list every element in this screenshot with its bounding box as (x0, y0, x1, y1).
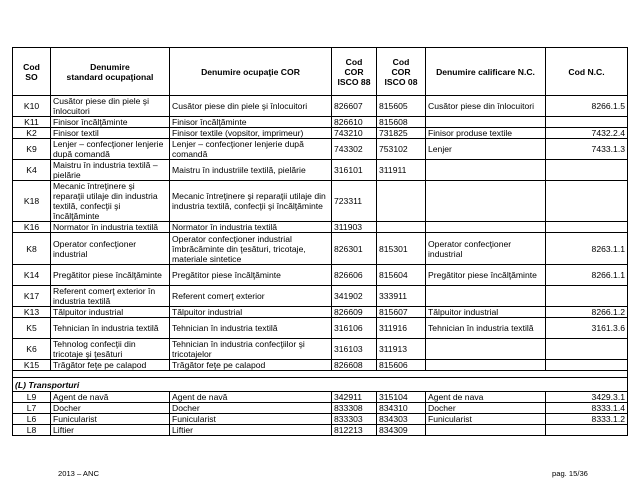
cod-so-cell: K8 (13, 233, 51, 265)
standard-name-cell: Tehnician în industria textilă (51, 318, 170, 339)
cod-cor-cell: 743302 (332, 139, 377, 160)
cod-so-cell: L8 (13, 425, 51, 436)
table-row (13, 233, 628, 265)
cod-so-cell: K9 (13, 139, 51, 160)
qualification-name-cell: Cusător piese din înlocuitori (426, 96, 546, 117)
cod-so-cell: L9 (13, 392, 51, 403)
cod-so-cell: K6 (13, 339, 51, 360)
qualification-name-cell: Lenjer (426, 139, 546, 160)
qualification-code-cell (546, 160, 628, 181)
cod-cor-cell: 743210 (332, 128, 377, 139)
cod-so-cell: K16 (13, 222, 51, 233)
table-row (13, 139, 628, 160)
cod-cor-cell: 812213 (332, 425, 377, 436)
cod-cor-cell: 826301 (332, 233, 377, 265)
cod-so-cell: K11 (13, 117, 51, 128)
cod-isco08-cell: 311913 (377, 339, 426, 360)
standard-name-cell: Trăgător feţe pe calapod (51, 360, 170, 371)
cod-isco08-cell: 834310 (377, 403, 426, 414)
cod-so-cell: K4 (13, 160, 51, 181)
qualification-name-cell (426, 222, 546, 233)
qualification-code-cell: 8333.1.2 (546, 414, 628, 425)
qualification-code-cell: 7432.2.4 (546, 128, 628, 139)
section-row (13, 378, 628, 392)
table-row (13, 425, 628, 436)
cod-isco08-cell (377, 181, 426, 222)
cod-isco08-cell: 815605 (377, 96, 426, 117)
table-row (13, 403, 628, 414)
standard-name-cell: Finisor textil (51, 128, 170, 139)
cor-name-cell: Funicularist (170, 414, 332, 425)
cod-cor-cell: 311903 (332, 222, 377, 233)
cod-cor-cell: 316106 (332, 318, 377, 339)
cor-name-cell: Normator în industria textilă (170, 222, 332, 233)
header-denumire-nc: Denumire calificare N.C. (426, 48, 546, 96)
qualification-code-cell (546, 425, 628, 436)
qualification-code-cell (546, 117, 628, 128)
table-row (13, 265, 628, 286)
cod-cor-cell: 826608 (332, 360, 377, 371)
qualification-code-cell: 8266.1.2 (546, 307, 628, 318)
table-row (13, 160, 628, 181)
cod-isco08-cell: 333911 (377, 286, 426, 307)
table-row (13, 414, 628, 425)
qualification-name-cell (426, 360, 546, 371)
standard-name-cell: Tălpuitor industrial (51, 307, 170, 318)
cod-isco08-cell: 815301 (377, 233, 426, 265)
cod-cor-cell: 826609 (332, 307, 377, 318)
cod-so-cell: K2 (13, 128, 51, 139)
cor-name-cell: Lenjer – confecţioner lenjerie după comandă (170, 139, 332, 160)
cor-name-cell: Pregătitor piese încălţăminte (170, 265, 332, 286)
cod-isco08-cell: 311911 (377, 160, 426, 181)
cod-isco08-cell: 834309 (377, 425, 426, 436)
header-row (13, 48, 628, 96)
qualification-name-cell (426, 160, 546, 181)
qualification-code-cell: 8266.1.5 (546, 96, 628, 117)
qualification-code-cell: 7433.1.3 (546, 139, 628, 160)
cor-name-cell: Liftier (170, 425, 332, 436)
cor-name-cell: Tehnician în industria textilă (170, 318, 332, 339)
footer-right: pag. 15/36 (552, 469, 588, 478)
qualification-code-cell (546, 360, 628, 371)
cod-so-cell: K15 (13, 360, 51, 371)
table-row (13, 307, 628, 318)
cod-isco08-cell: 815604 (377, 265, 426, 286)
cod-cor-cell: 833303 (332, 414, 377, 425)
qualification-code-cell: 8333.1.4 (546, 403, 628, 414)
qualification-code-cell (546, 222, 628, 233)
cod-isco08-cell: 815607 (377, 307, 426, 318)
standard-name-cell: Docher (51, 403, 170, 414)
cod-isco08-cell: 834303 (377, 414, 426, 425)
spacer-row (13, 371, 628, 378)
table-row (13, 339, 628, 360)
qualification-name-cell: Docher (426, 403, 546, 414)
qualification-name-cell (426, 425, 546, 436)
header-cod-nc: Cod N.C. (546, 48, 628, 96)
cor-name-cell: Trăgător feţe pe calapod (170, 360, 332, 371)
cor-name-cell: Referent comerţ exterior (170, 286, 332, 307)
qualification-name-cell: Finisor produse textile (426, 128, 546, 139)
table-row (13, 318, 628, 339)
cod-cor-cell: 826610 (332, 117, 377, 128)
table-row (13, 128, 628, 139)
cod-so-cell: K14 (13, 265, 51, 286)
cod-so-cell: L7 (13, 403, 51, 414)
standard-name-cell: Cusător piese din piele şi înlocuitori (51, 96, 170, 117)
standard-name-cell: Pregătitor piese încălţăminte (51, 265, 170, 286)
cod-so-cell: K13 (13, 307, 51, 318)
standard-name-cell: Operator confecţioner industrial (51, 233, 170, 265)
cod-so-cell: L6 (13, 414, 51, 425)
qualification-code-cell: 8263.1.1 (546, 233, 628, 265)
cod-cor-cell: 723311 (332, 181, 377, 222)
cor-name-cell: Cusător piese din piele şi înlocuitori (170, 96, 332, 117)
cod-isco08-cell: 815608 (377, 117, 426, 128)
cod-so-cell: K5 (13, 318, 51, 339)
table-row (13, 286, 628, 307)
cod-so-cell: K18 (13, 181, 51, 222)
table-row (13, 392, 628, 403)
cod-so-cell: K10 (13, 96, 51, 117)
qualification-code-cell: 3429.3.1 (546, 392, 628, 403)
cod-isco08-cell (377, 222, 426, 233)
cod-isco08-cell: 315104 (377, 392, 426, 403)
qualification-code-cell (546, 286, 628, 307)
section-title: (L) Transporturi (13, 378, 628, 392)
header-denumire-cor: Denumire ocupaţie COR (170, 48, 332, 96)
cor-name-cell: Tălpuitor industrial (170, 307, 332, 318)
standard-name-cell: Normator în industria textilă (51, 222, 170, 233)
header-cod-so: Cod SO (13, 48, 51, 96)
cor-name-cell: Finisor încălţăminte (170, 117, 332, 128)
standard-name-cell: Mecanic întreţinere şi reparaţii utilaje din industria textilă, confecţii şi încălţăminte (51, 181, 170, 222)
occupations-table (12, 47, 628, 436)
standard-name-cell: Referent comerţ exterior în industria textilă (51, 286, 170, 307)
header-cod-isco08: Cod COR ISCO 08 (377, 48, 426, 96)
qualification-name-cell (426, 286, 546, 307)
table-row (13, 181, 628, 222)
table-row (13, 117, 628, 128)
footer-left: 2013 – ANC (58, 469, 99, 478)
cor-name-cell: Docher (170, 403, 332, 414)
qualification-code-cell: 8266.1.1 (546, 265, 628, 286)
standard-name-cell: Funicularist (51, 414, 170, 425)
qualification-name-cell: Agent de nava (426, 392, 546, 403)
cod-isco08-cell: 311916 (377, 318, 426, 339)
cod-isco08-cell: 815606 (377, 360, 426, 371)
qualification-name-cell (426, 117, 546, 128)
qualification-code-cell (546, 339, 628, 360)
cod-so-cell: K17 (13, 286, 51, 307)
cor-name-cell: Agent de navă (170, 392, 332, 403)
qualification-code-cell (546, 181, 628, 222)
table-row (13, 96, 628, 117)
standard-name-cell: Lenjer – confecţioner lenjerie după comandă (51, 139, 170, 160)
cod-cor-cell: 826607 (332, 96, 377, 117)
cor-name-cell: Finisor textile (vopsitor, imprimeur) (170, 128, 332, 139)
cod-cor-cell: 341902 (332, 286, 377, 307)
standard-name-cell: Agent de navă (51, 392, 170, 403)
table-row (13, 360, 628, 371)
table-row (13, 222, 628, 233)
cor-name-cell: Mecanic întreţinere şi reparaţii utilaje din industria textilă, confecţii şi încălţăminte (170, 181, 332, 222)
qualification-name-cell: Funicularist (426, 414, 546, 425)
cod-isco08-cell: 753102 (377, 139, 426, 160)
cor-name-cell: Operator confecţioner industrial îmbrăcăminte din ţesături, tricotaje, materiale sintetice (170, 233, 332, 265)
cor-name-cell: Maistru în industriile textilă, pielărie (170, 160, 332, 181)
cod-isco08-cell: 731825 (377, 128, 426, 139)
header-cod-cor: Cod COR ISCO 88 (332, 48, 377, 96)
cod-cor-cell: 316101 (332, 160, 377, 181)
standard-name-cell: Tehnolog confecţii din tricotaje şi ţesături (51, 339, 170, 360)
header-denumire-standard: Denumire standard ocupaţional (51, 48, 170, 96)
qualification-name-cell: Tehnician în industria textilă (426, 318, 546, 339)
standard-name-cell: Liftier (51, 425, 170, 436)
standard-name-cell: Maistru în industria textilă – pielărie (51, 160, 170, 181)
cod-cor-cell: 316103 (332, 339, 377, 360)
qualification-name-cell: Tălpuitor industrial (426, 307, 546, 318)
cod-cor-cell: 342911 (332, 392, 377, 403)
cod-cor-cell: 826606 (332, 265, 377, 286)
qualification-name-cell: Operator confecţioner industrial (426, 233, 546, 265)
qualification-name-cell (426, 339, 546, 360)
qualification-name-cell (426, 181, 546, 222)
qualification-name-cell: Pregătitor piese încălţăminte (426, 265, 546, 286)
standard-name-cell: Finisor încălţăminte (51, 117, 170, 128)
cor-name-cell: Tehnician în industria confecţiilor şi tricotajelor (170, 339, 332, 360)
qualification-code-cell: 3161.3.6 (546, 318, 628, 339)
cod-cor-cell: 833308 (332, 403, 377, 414)
